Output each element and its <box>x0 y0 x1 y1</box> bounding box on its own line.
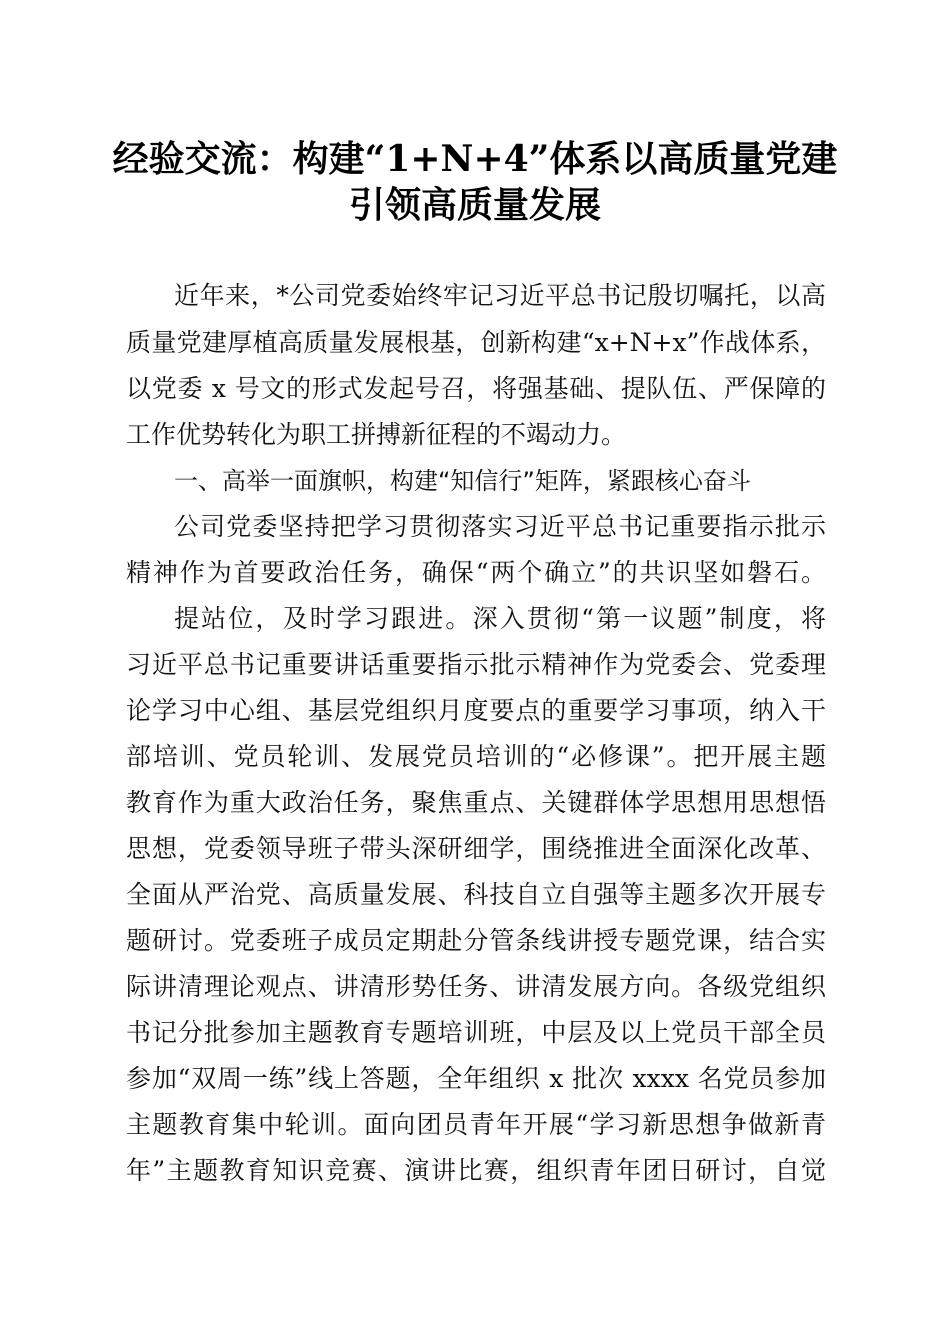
document-title-line-1: 经验交流：构建“1+N+4”体系以高质量党建 <box>112 138 838 180</box>
document-title-line-2: 引领高质量发展 <box>348 184 601 226</box>
text-line: 全面从严治党、高质量发展、科技自立自强等主题多次开展专 <box>126 880 826 909</box>
text-line: 思想，党委领导班子带头深研细学，围绕推进全面深化改革、 <box>126 834 826 863</box>
text-line: 题研讨。党委班子成员定期赴分管条线讲授专题党课，结合实 <box>126 926 826 955</box>
text-line: 近年来，*公司党委始终牢记习近平总书记殷切嘱托，以高 <box>174 281 826 310</box>
text-line: 书记分批参加主题教育专题培训班，中层及以上党员干部全员 <box>126 1018 826 1047</box>
text-line: 质量党建厚植高质量发展根基，创新构建“x+N+x”作战体系， <box>126 328 826 357</box>
text-line: 精神作为首要政治任务，确保“两个确立”的共识坚如磐石。 <box>126 558 826 587</box>
text-line: 参加“双周一练”线上答题，全年组织 x 批次 xxxx 名党员参加 <box>126 1064 826 1093</box>
text-line: 提站位，及时学习跟进。深入贯彻“第一议题”制度，将 <box>174 604 826 633</box>
text-line: 以党委 x 号文的形式发起号召，将强基础、提队伍、严保障的 <box>126 374 826 403</box>
text-line: 际讲清理论观点、讲清形势任务、讲清发展方向。各级党组织 <box>126 972 826 1001</box>
text-line: 年”主题教育知识竞赛、演讲比赛，组织青年团日研讨，自觉 <box>126 1156 826 1185</box>
text-line: 习近平总书记重要讲话重要指示批示精神作为党委会、党委理 <box>126 650 826 679</box>
text-line: 主题教育集中轮训。面向团员青年开展“学习新思想争做新青 <box>126 1110 826 1139</box>
section-heading: 一、高举一面旗帜，构建“知信行”矩阵，紧跟核心奋斗 <box>174 467 751 495</box>
text-line: 教育作为重大政治任务，聚焦重点、关键群体学思想用思想悟 <box>126 788 826 817</box>
text-line: 部培训、党员轮训、发展党员培训的“必修课”。把开展主题 <box>126 742 826 771</box>
text-line: 论学习中心组、基层党组织月度要点的重要学习事项，纳入干 <box>126 696 826 725</box>
text-line: 公司党委坚持把学习贯彻落实习近平总书记重要指示批示 <box>174 512 826 541</box>
text-line: 工作优势转化为职工拼搏新征程的不竭动力。 <box>126 420 627 449</box>
